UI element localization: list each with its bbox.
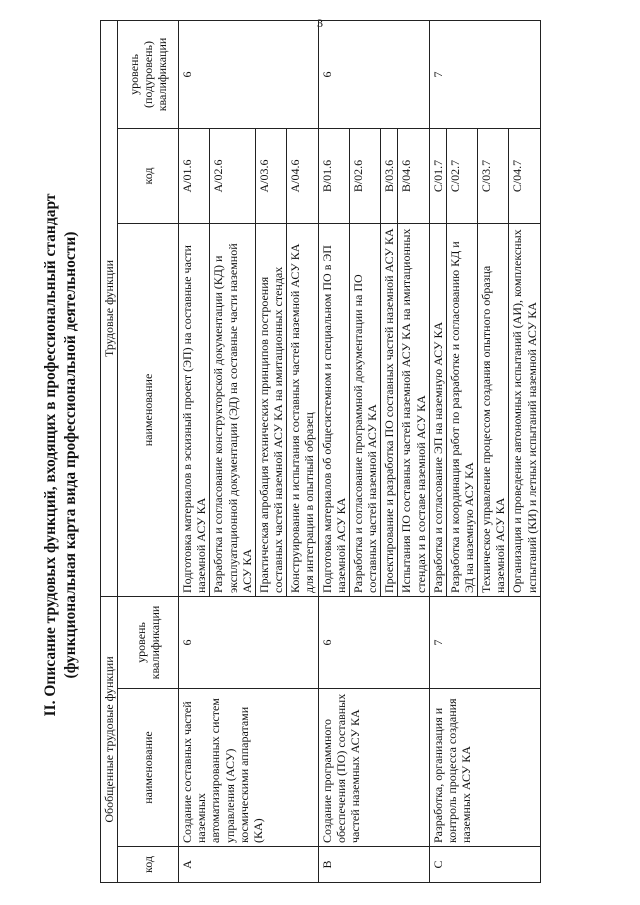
generalized-function-name: Создание составных частей наземных автоматизированных систем управления (АСУ) космическими аппаратами (КА)	[179, 689, 318, 847]
labor-function-code: A/03.6	[255, 128, 286, 223]
col-code: код	[118, 847, 179, 883]
labor-function-name: Конструирование и испытания составных частей наземной АСУ КА для интеграции в опытный образец	[287, 223, 318, 596]
table-row	[429, 20, 446, 882]
generalized-function-code: A	[179, 847, 318, 883]
generalized-function-code: C	[429, 847, 540, 883]
labor-function-name: Проектирование и разработка ПО составных частей наземной АСУ КА	[381, 223, 398, 596]
generalized-function-name: Разработка, организация и контроль процесса создания наземных АСУ КА	[429, 689, 540, 847]
col-function-level: уровень (подуровень) квалификации	[118, 20, 179, 128]
labor-function-name: Организация и проведение автономных испытаний (АИ), комплексных испытаний (КИ) и летных испытаний наземной АСУ КА	[509, 223, 540, 596]
labor-function-name: Подготовка материалов об общесистемном и специальном ПО в ЭП наземной АСУ КА	[318, 223, 349, 596]
page-number: 3	[317, 16, 323, 30]
generalized-function-level: 6	[318, 596, 429, 688]
labor-function-level: 6	[318, 20, 429, 128]
table-row	[179, 20, 210, 882]
labor-function-code: A/04.6	[287, 128, 318, 223]
labor-function-name: Техническое управление процессом создания опытного образца наземной АСУ КА	[478, 223, 509, 596]
labor-function-name: Разработка и согласование ЭП на наземную АСУ КА	[429, 223, 446, 596]
labor-function-code: B/03.6	[381, 128, 398, 223]
labor-function-code: C/03.7	[478, 128, 509, 223]
col-name: наименование	[118, 689, 179, 847]
col-function-name: наименование	[118, 223, 179, 596]
labor-function-name: Разработка и согласование конструкторской документации (КД) и эксплуатационной документации (ЭД) на составные части наземной АСУ КА	[210, 223, 255, 596]
col-level: уровень квалификации	[118, 596, 179, 688]
table-body	[179, 20, 541, 882]
labor-function-name: Разработка и координация работ по разработке и согласованию КД и ЭД на наземную АСУ КА	[446, 223, 477, 596]
labor-function-code: A/01.6	[179, 128, 210, 223]
labor-function-code: B/02.6	[349, 128, 380, 223]
labor-function-code: A/02.6	[210, 128, 255, 223]
labor-function-code: B/01.6	[318, 128, 349, 223]
table-row	[318, 20, 349, 882]
header-generalized-functions: Обобщенные трудовые функции	[101, 596, 118, 882]
labor-function-name: Разработка и согласование программной документации на ПО составных частей наземной АСУ КА	[349, 223, 380, 596]
labor-function-name: Практическая апробация технических принципов построения составных частей наземной АСУ КА на имитационных стендах	[255, 223, 286, 596]
labor-function-name: Испытания ПО составных частей наземной АСУ КА на имитационных стендах и в составе наземной АСУ КА	[398, 223, 429, 596]
labor-function-code: C/01.7	[429, 128, 446, 223]
col-function-code: код	[118, 128, 179, 223]
section-subtitle: (функциональная карта вида профессиональной деятельности)	[62, 231, 79, 679]
generalized-function-level: 7	[429, 596, 540, 688]
labor-function-level: 7	[429, 20, 540, 128]
group-header-row	[101, 20, 118, 882]
generalized-function-code: B	[318, 847, 429, 883]
labor-function-code: C/02.7	[446, 128, 477, 223]
labor-function-name: Подготовка материалов в эскизный проект (ЭП) на составные части наземной АСУ КА	[179, 223, 210, 596]
labor-function-level: 6	[179, 20, 318, 128]
column-header-row	[118, 20, 179, 882]
header-labor-functions: Трудовые функции	[101, 20, 118, 596]
labor-function-code: C/04.7	[509, 128, 540, 223]
generalized-function-level: 6	[179, 596, 318, 688]
labor-function-code: B/04.6	[398, 128, 429, 223]
section-title: II. Описание трудовых функций, входящих в профессиональный стандарт	[42, 193, 59, 717]
functional-map-table	[100, 20, 541, 883]
generalized-function-name: Создание программного обеспечения (ПО) составных частей наземных АСУ КА	[318, 689, 429, 847]
